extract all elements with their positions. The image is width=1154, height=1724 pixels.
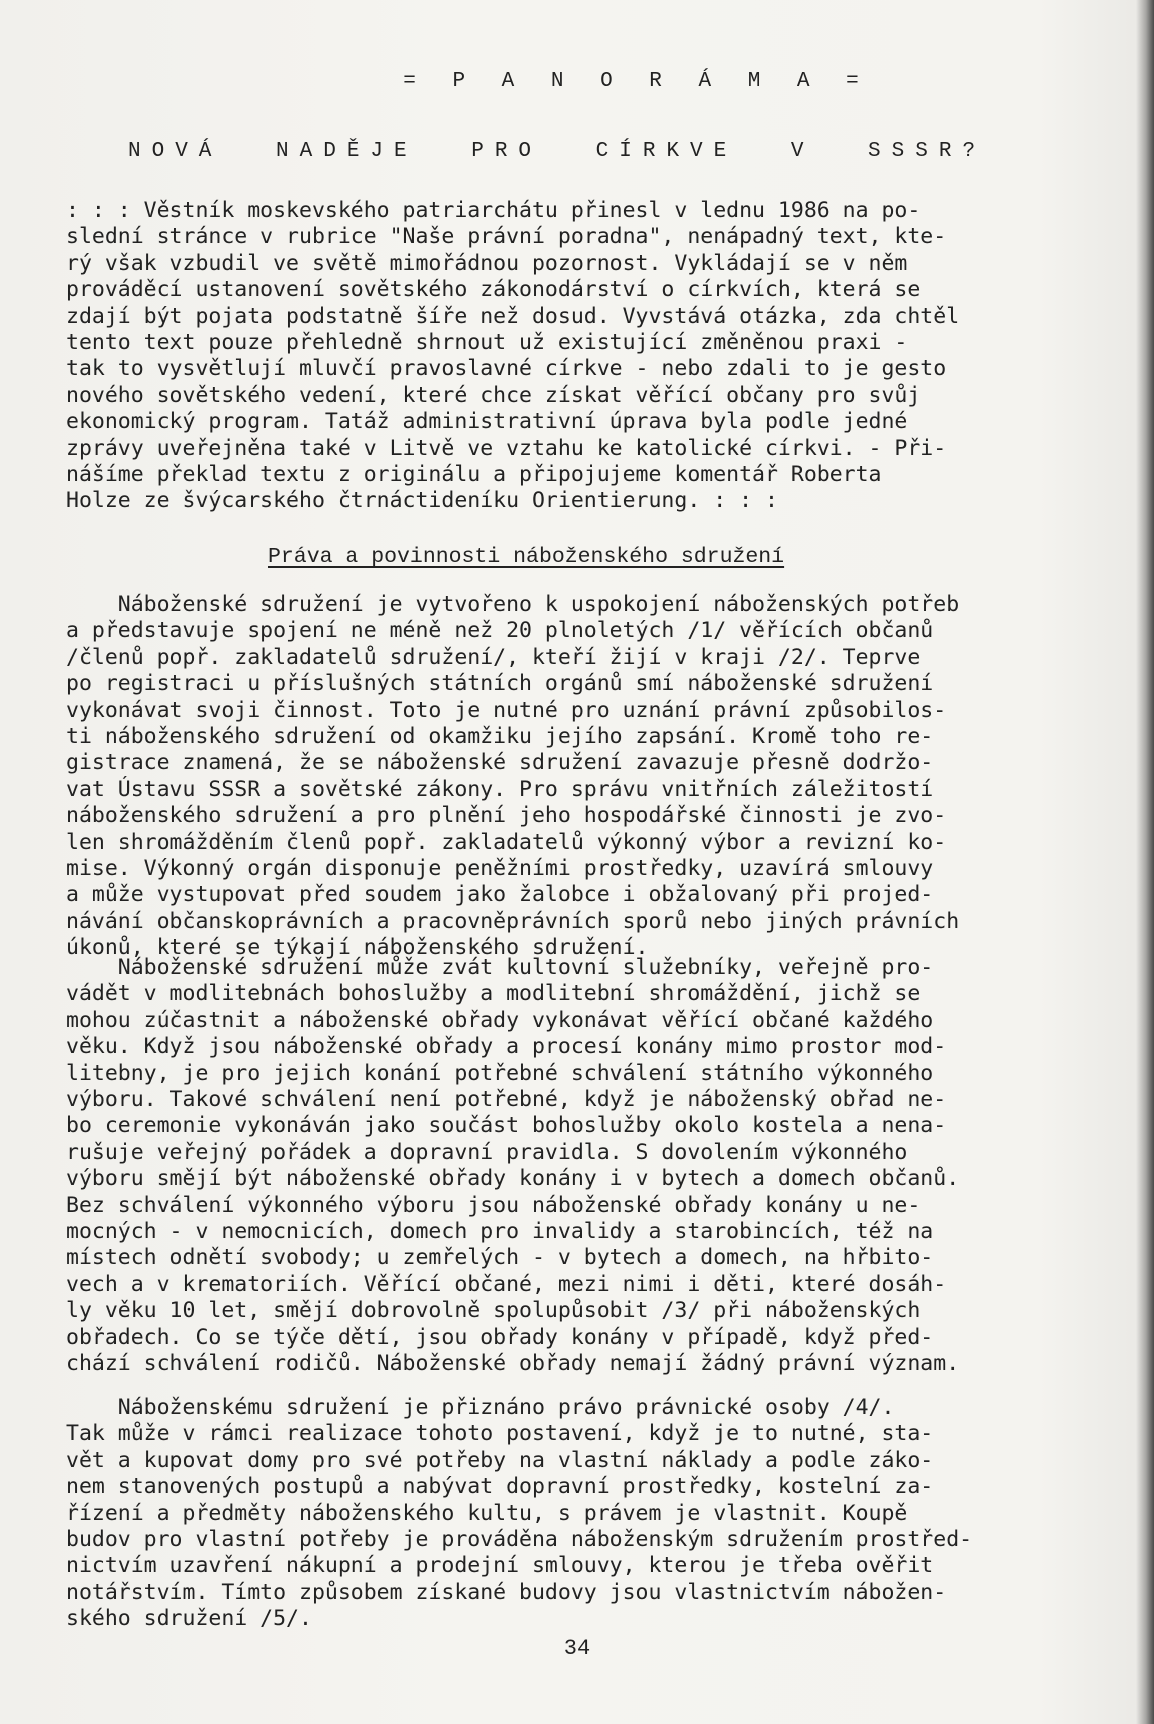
intro-paragraph: : : : Věstník moskevského patriarchátu přinesl v lednu 1986 na po- slední stránce v rubrice "Naše právní poradna", nenápadný text, kte- rý však vzbudil ve světě mimořádnou pozornost. Vykládají se v něm prováděcí ustanovení sovětského zákonodárství o církvích, která se zdají být pojata podstatně šíře než dosud. Vyvstává otázka, zda chtěl tento text pouze přehledně shrnout už existující změněnou praxi - tak to vysvětlují mluvčí pravoslavné církve - nebo zdali to je gesto nového sovětského vedení, které chce získat věřící občany pro svůj ekonomický program. Tatáž administrativní úprava byla podle jedné zprávy uveřejněna také v Litvě ve vztahu ke katolické církvi. - Při- nášíme překlad textu z originálu a připojujeme komentář Roberta Holze ze švýcarského čtrnáctideníku Orientierung. : : : [66,198,960,514]
section-title: Práva a povinnosti náboženského sdružení [268,545,785,569]
body-paragraph: Náboženské sdružení může zvát kultovní služebníky, veřejně pro- vádět v modlitebnách bohoslužby a modlitební shromáždění, jichž se mohou zúčastnit a náboženské obřady vykonávat věřící občané každého věku. Když jsou náboženské obřady a procesí konány mimo prostor mod- litebny, je pro jejich konání potřebné schválení státního výkonného výboru. Takové schválení není potřebné, když je náboženský obřad ne- bo ceremonie vykonáván jako součást bohoslužby okolo kostela a nena- rušuje veřejný pořádek a dopravní pravidla. S dovolením výkonného výboru smějí být náboženské obřady konány i v bytech a domech občanů. Bez schválení výkonného výboru jsou náboženské obřady konány u ne- mocných - v nemocnicích, domech pro invalidy a starobincích, též na místech odnětí svobody; u zemřelých - v bytech a domech, na hřbito- vech a v krematoriích. Věřící občané, mezi nimi i děti, které dosáh- ly věku 10 let, smějí dobrovolně spolupůsobit /3/ při náboženských obřadech. Co se týče dětí, jsou obřady konány v případě, když před- chází schválení rodičů. Náboženské obřady nemají žádný právní význam. [66,955,960,1377]
page-number: 34 [563,1636,591,1661]
masthead: = P A N O R Á M A = [403,70,871,93]
body-paragraph: Náboženskému sdružení je přiznáno právo právnické osoby /4/. Tak může v rámci realizace tohoto postavení, když je to nutné, sta- vět a kupovat domy pro své potřeby na vlastní náklady a podle záko- nem stanovených postupů a nabývat dopravní prostředky, kostelní za- řízení a předměty náboženského kultu, s právem je vlastnit. Koupě budov pro vlastní potřeby je prováděna náboženským sdružením prostřed- nictvím uzavření nákupní a prodejní smlouvy, kterou je třeba ověřit notářstvím. Tímto způsobem získané budovy jsou vlastnictvím nábožen- ského sdružení /5/. [66,1395,973,1632]
body-paragraph: Náboženské sdružení je vytvořeno k uspokojení náboženských potřeb a představuje spojení ne méně než 20 plnoletých /1/ věřících občanů /členů popř. zakladatelů sdružení/, kteří žijí v kraji /2/. Teprve po registraci u příslušných státních orgánů smí náboženské sdružení vykonávat svoji činnost. Toto je nutné pro uznání právní způsobilos- ti náboženského sdružení od okamžiku jejího zapsání. Kromě toho re- gistrace znamená, že se náboženské sdružení zavazuje přesně dodržo- vat Ústavu SSSR a sovětské zákony. Pro správu vnitřních záležitostí náboženského sdružení a pro plnění jeho hospodářské činnosti je zvo- len shromážděním členů popř. zakladatelů výkonný výbor a revizní ko- mise. Výkonný orgán disponuje peněžními prostředky, uzavírá smlouvy a může vystupovat před soudem jako žalobce i obžalovaný při projed- návání občanskoprávních a pracovněprávních sporů nebo jiných právních úkonů, které se týkají náboženského sdružení. [66,592,960,961]
article-headline: NOVÁ NADĚJE PRO CÍRKVE V SSSR? [128,140,987,163]
